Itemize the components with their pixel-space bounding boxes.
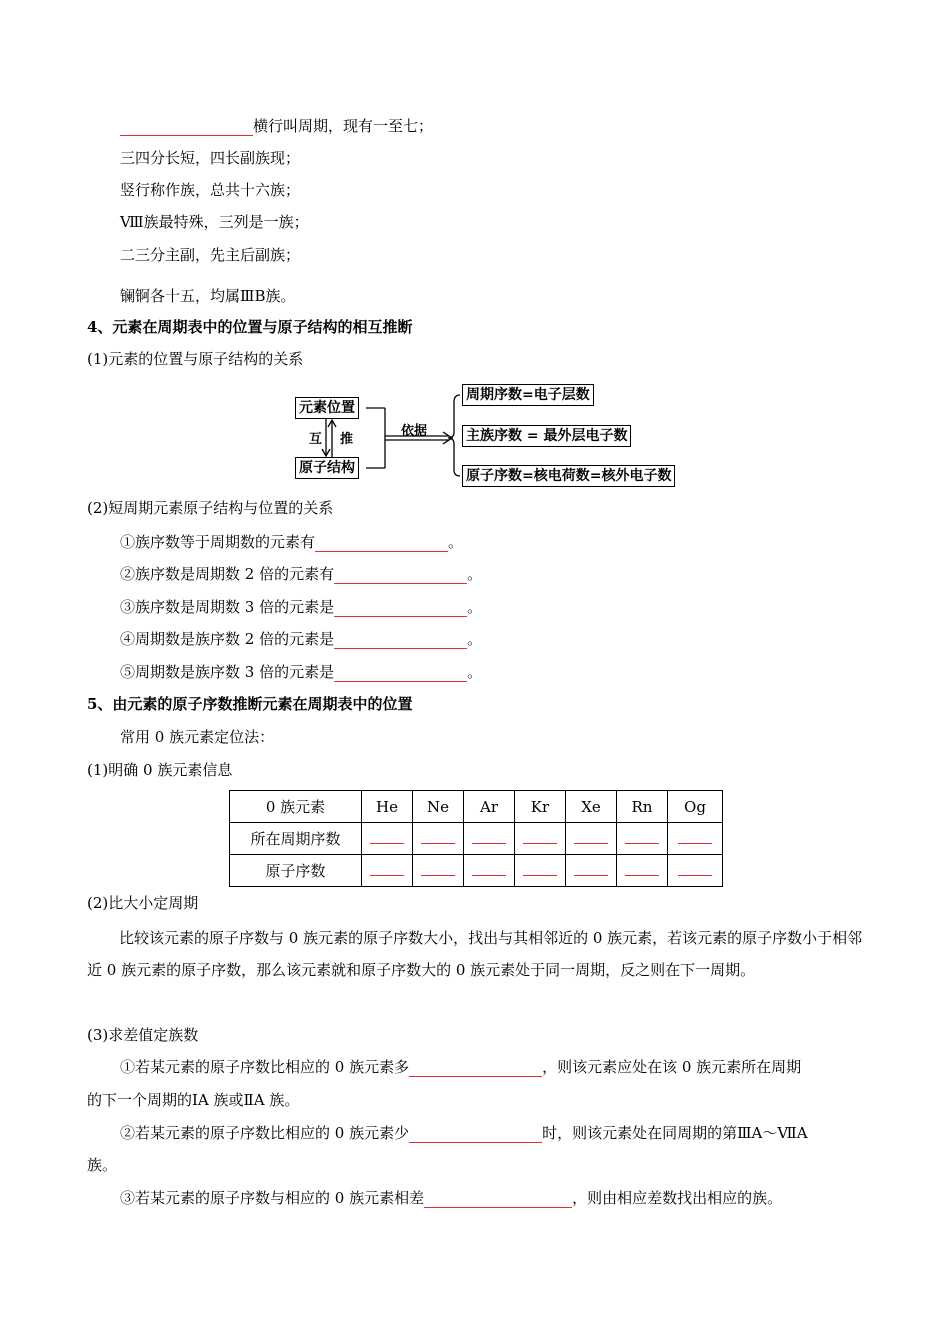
position-box: 元素位置 xyxy=(295,397,359,419)
relation-item-4: ④周期数是族序数 2 倍的元素是 。 xyxy=(120,630,483,648)
table-header-cell: 0 族元素 xyxy=(230,791,362,823)
section-4-sub2: (2)短周期元素原子结构与位置的关系 xyxy=(87,499,334,517)
answer-blank[interactable] xyxy=(678,829,712,844)
answer-blank[interactable] xyxy=(424,1191,572,1208)
answer-blank[interactable] xyxy=(370,861,404,876)
answer-blank[interactable] xyxy=(574,861,608,876)
section-5-sub3: (3)求差值定族数 xyxy=(87,1026,199,1044)
poem-line-6: 镧锕各十五，均属ⅢB族。 xyxy=(120,287,296,305)
rule-more-line-2: 的下一个周期的ⅠA 族或ⅡA 族。 xyxy=(87,1091,300,1109)
table-header-cell: Ne xyxy=(413,791,464,823)
answer-blank[interactable] xyxy=(315,535,448,552)
answer-blank[interactable] xyxy=(370,829,404,844)
answer-blank[interactable] xyxy=(409,1126,542,1143)
relation-item-5: ⑤周期数是族序数 3 倍的元素是 。 xyxy=(120,663,483,681)
mutual-label-b: 推 xyxy=(340,432,354,447)
relation-item-3: ③族序数是周期数 3 倍的元素是 。 xyxy=(120,598,483,616)
table-header-cell: Rn xyxy=(617,791,668,823)
poem-line-4: Ⅷ族最特殊，三列是一族； xyxy=(120,213,309,231)
table-header-cell: Xe xyxy=(566,791,617,823)
rule-period-box: 周期序数=电子层数 xyxy=(462,384,594,406)
answer-blank[interactable] xyxy=(625,829,659,844)
table-header-cell: Og xyxy=(668,791,723,823)
compare-paragraph: 比较该元素的原子序数与 0 族元素的原子序数大小，找出与其相邻近的 0 族元素，若该元素的原子序数小于相邻近 0 族元素的原子序数，那么该元素就和原子序数大的 0 族元素处于同一周期，反之则在下一周期。 xyxy=(87,929,863,979)
section-5-sub1: (1)明确 0 族元素信息 xyxy=(87,761,233,779)
rule-number-box: 原子序数=核电荷数=核外电子数 xyxy=(462,465,675,487)
rule-more-line: ①若某元素的原子序数比相应的 0 族元素多 ，则该元素应处在该 0 族元素所在周期 xyxy=(120,1058,802,1076)
answer-blank[interactable] xyxy=(334,632,467,649)
basis-label: 依据 xyxy=(401,424,428,439)
rule-group-box: 主族序数 = 最外层电子数 xyxy=(462,425,631,447)
row-label: 所在周期序数 xyxy=(230,823,362,855)
answer-blank[interactable] xyxy=(334,600,467,617)
answer-blank[interactable] xyxy=(523,861,557,876)
relation-item-2: ②族序数是周期数 2 倍的元素有 。 xyxy=(120,565,483,583)
poem-line-2: 三四分长短，四长副族现； xyxy=(120,149,301,167)
relation-item-1: ①族序数等于周期数的元素有 。 xyxy=(120,533,464,551)
table-header-cell: He xyxy=(362,791,413,823)
section-4-title: 4、元素在周期表中的位置与原子结构的相互推断 xyxy=(87,318,413,336)
rule-less-line: ②若某元素的原子序数比相应的 0 族元素少 时，则该元素处在同周期的第ⅢA～ⅦA xyxy=(120,1124,808,1142)
answer-blank[interactable] xyxy=(409,1060,542,1077)
section-5-sub2: (2)比大小定周期 xyxy=(87,894,199,912)
poem-line-1: 横行叫周期，现有一至七； xyxy=(120,116,433,136)
table-row xyxy=(230,855,723,887)
noble-gas-table xyxy=(229,790,723,887)
table-header-cell: Ar xyxy=(464,791,515,823)
table-row xyxy=(230,791,723,823)
poem-line-5: 二三分主副，先主后副族； xyxy=(120,246,301,264)
answer-blank[interactable] xyxy=(472,861,506,876)
section-4-sub1: (1)元素的位置与原子结构的关系 xyxy=(87,350,304,368)
table-row xyxy=(230,823,723,855)
table-header-cell: Kr xyxy=(515,791,566,823)
rule-diff-line: ③若某元素的原子序数与相应的 0 族元素相差 ，则由相应差数找出相应的族。 xyxy=(120,1189,783,1207)
poem-line-3: 竖行称作族，总共十六族； xyxy=(120,181,301,199)
answer-blank[interactable] xyxy=(421,829,455,844)
answer-blank[interactable] xyxy=(523,829,557,844)
section-5-title: 5、由元素的原子序数推断元素在周期表中的位置 xyxy=(87,695,413,713)
section-5-intro: 常用 0 族元素定位法： xyxy=(120,728,275,746)
answer-blank[interactable] xyxy=(574,829,608,844)
answer-blank[interactable] xyxy=(678,861,712,876)
answer-blank[interactable] xyxy=(334,567,467,584)
answer-blank[interactable] xyxy=(334,665,467,682)
answer-blank[interactable] xyxy=(625,861,659,876)
answer-blank[interactable] xyxy=(472,829,506,844)
answer-blank[interactable] xyxy=(421,861,455,876)
structure-box: 原子结构 xyxy=(295,457,359,479)
answer-blank[interactable] xyxy=(120,119,253,136)
rule-less-line-2: 族。 xyxy=(87,1156,118,1174)
row-label: 原子序数 xyxy=(230,855,362,887)
mutual-label-a: 互 xyxy=(309,432,323,447)
